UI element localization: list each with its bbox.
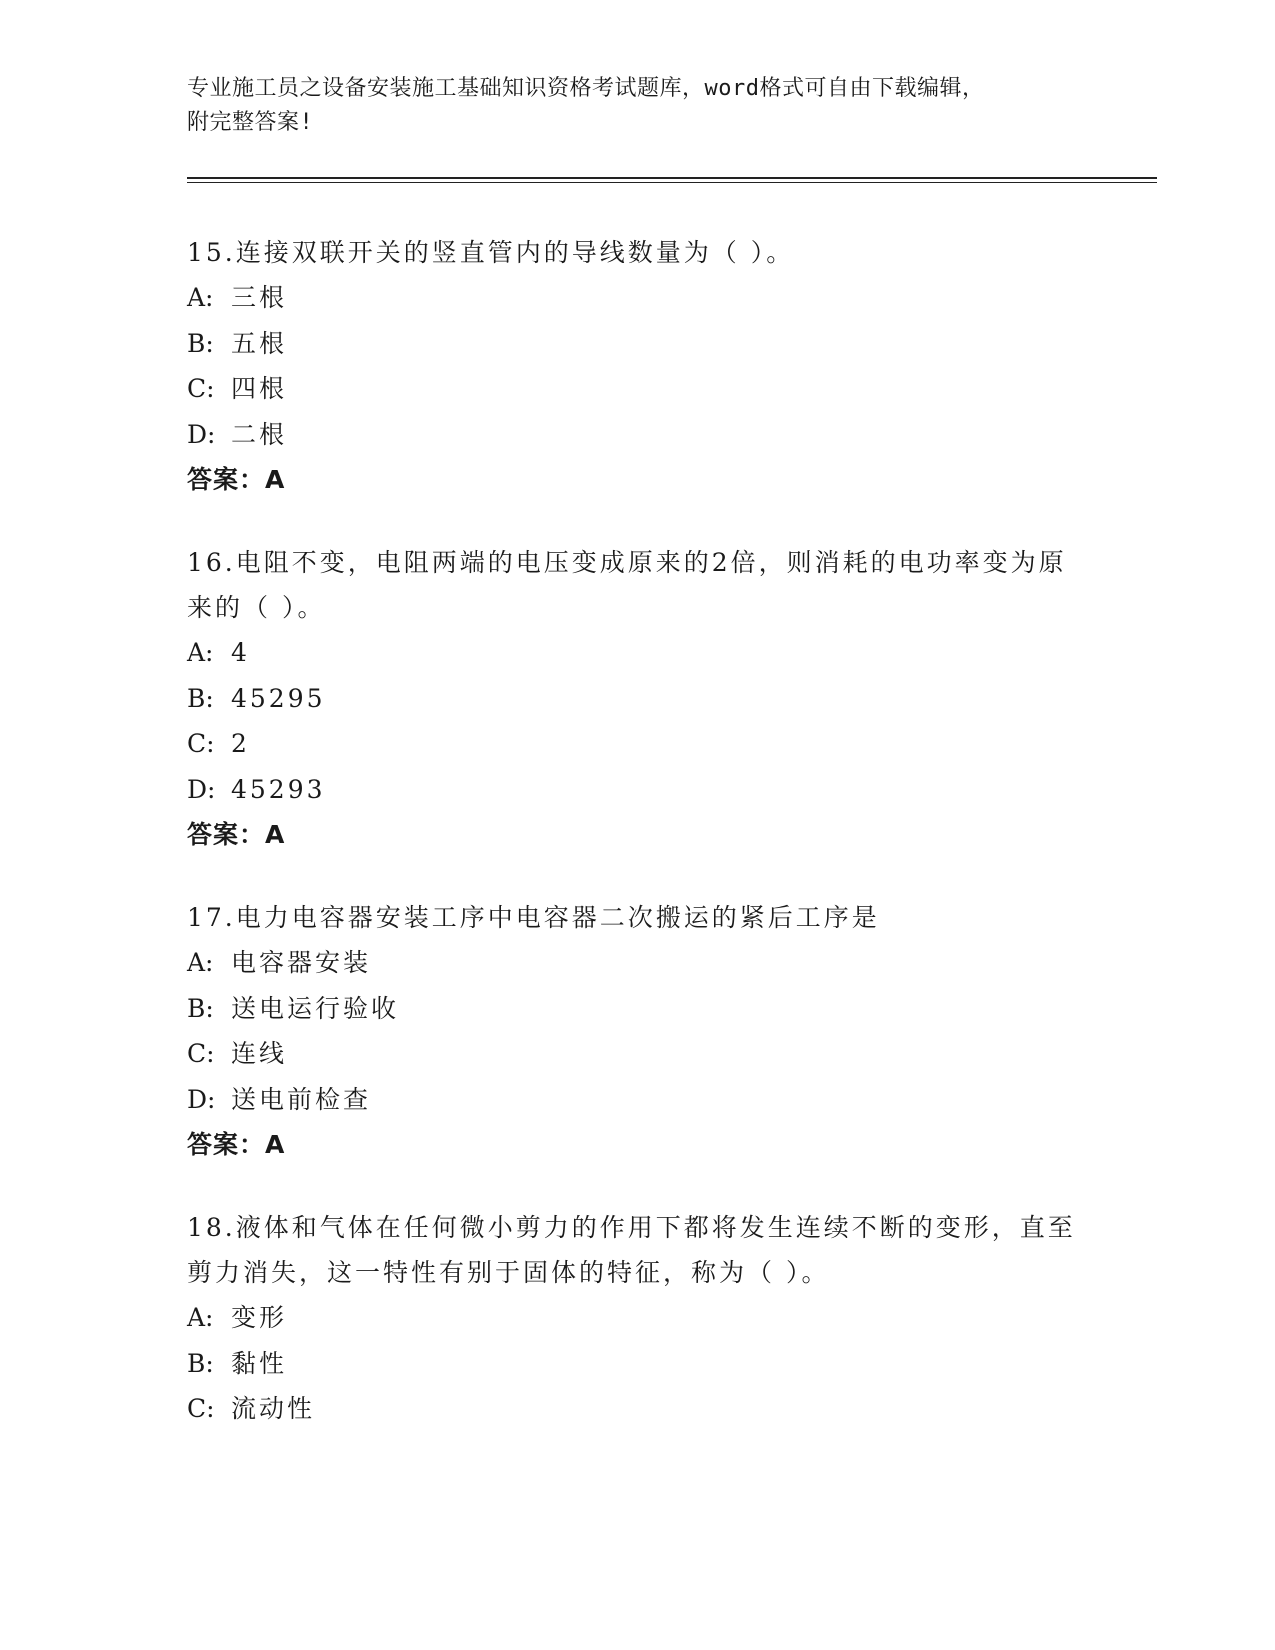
option-key: B:	[187, 328, 214, 358]
option-b	[187, 676, 1087, 722]
option-value: 电容器安装	[231, 948, 372, 977]
option-value: 二根	[231, 419, 288, 449]
option-value: 送电前检查	[231, 1084, 372, 1114]
option-b	[187, 1341, 1087, 1387]
option-key: C:	[187, 1039, 215, 1068]
question-17	[187, 895, 1087, 1167]
header-line-2: 附完整答案!	[187, 110, 314, 135]
option-value: 五根	[231, 328, 288, 358]
option-key: C:	[187, 729, 215, 758]
option-c	[187, 721, 1087, 767]
option-a	[187, 275, 1087, 321]
header-line-1: 专业施工员之设备安装施工基础知识资格考试题库，word格式可自由下载编辑，	[187, 76, 985, 101]
question-16	[187, 540, 1087, 857]
option-d	[187, 1077, 1087, 1123]
option-value: 变形	[231, 1303, 288, 1332]
option-key: D:	[187, 419, 216, 449]
answer-line: 答案：A	[187, 1130, 286, 1159]
option-key: B:	[187, 683, 214, 713]
question-text: 17.电力电容器安装工序中电容器二次搬运的紧后工序是	[187, 903, 880, 932]
option-key: A:	[187, 1303, 214, 1332]
option-value: 四根	[231, 374, 288, 403]
document-header	[187, 72, 1067, 140]
option-value: 连线	[231, 1039, 288, 1068]
option-key: B:	[187, 993, 214, 1023]
question-text: 16.电阻不变，电阻两端的电压变成原来的2倍，则消耗的电功率变为原来的（ ）。	[187, 548, 1067, 622]
option-d	[187, 412, 1087, 458]
header-divider	[187, 177, 1157, 183]
option-a	[187, 1295, 1087, 1341]
option-c	[187, 1386, 1087, 1432]
option-value: 2	[231, 729, 250, 758]
option-key: A:	[187, 283, 214, 312]
option-c	[187, 1031, 1087, 1077]
option-value: 45295	[231, 683, 326, 713]
option-value: 三根	[231, 283, 288, 312]
option-key: A:	[187, 638, 214, 667]
option-a	[187, 940, 1087, 986]
option-value: 送电运行验收	[231, 993, 400, 1023]
option-key: C:	[187, 374, 215, 403]
option-value: 黏性	[231, 1348, 288, 1378]
option-value: 流动性	[231, 1394, 316, 1423]
option-d	[187, 767, 1087, 813]
option-c	[187, 366, 1087, 412]
question-15	[187, 230, 1087, 502]
option-a	[187, 630, 1087, 676]
question-text: 18.液体和气体在任何微小剪力的作用下都将发生连续不断的变形，直至剪力消失，这一特性有别于固体的特征，称为（ ）。	[187, 1213, 1076, 1287]
option-key: C:	[187, 1394, 215, 1423]
answer-line: 答案：A	[187, 465, 286, 494]
option-value: 45293	[231, 774, 326, 804]
option-b	[187, 321, 1087, 367]
option-value: 4	[231, 638, 250, 667]
question-18	[187, 1205, 1087, 1432]
question-list	[187, 230, 1087, 1470]
option-key: A:	[187, 948, 214, 977]
option-key: D:	[187, 774, 216, 804]
option-key: B:	[187, 1348, 214, 1378]
answer-line: 答案：A	[187, 820, 286, 849]
option-b	[187, 986, 1087, 1032]
option-key: D:	[187, 1084, 216, 1114]
question-text: 15.连接双联开关的竖直管内的导线数量为（ ）。	[187, 238, 795, 267]
